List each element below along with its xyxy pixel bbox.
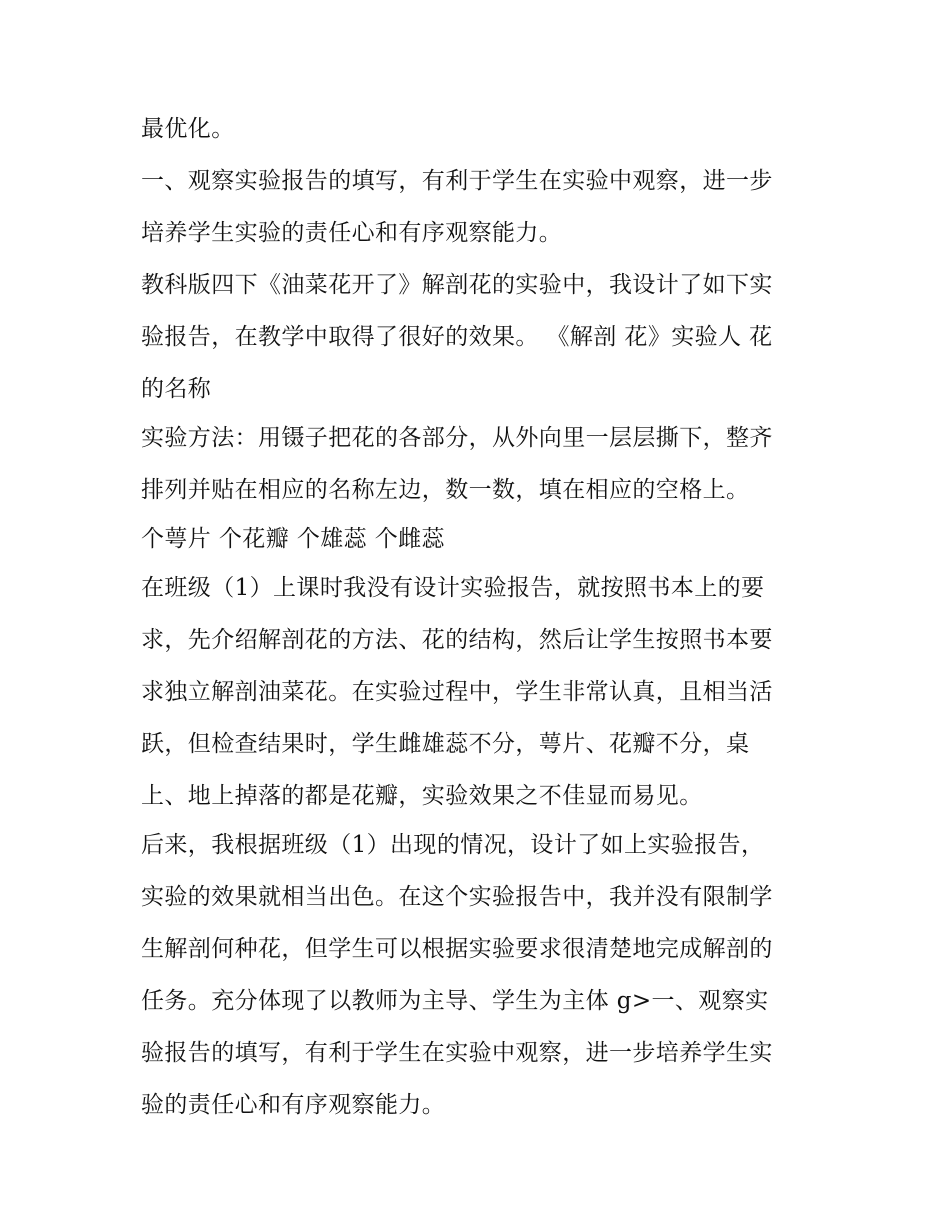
text-line: 个萼片 个花瓣 个雄蕊 个雌蕊	[141, 526, 445, 552]
text-line: 求独立解剖油菜花。在实验过程中，学生非常认真，且相当活	[141, 679, 773, 705]
text-line: 教科版四下《油菜花开了》解剖花的实验中，我设计了如下实	[141, 272, 773, 298]
paragraph-intro-fragment	[141, 108, 821, 160]
text-line: 排列并贴在相应的名称左边，数一数，填在相应的空格上。	[141, 477, 750, 503]
paragraph-class-one	[141, 567, 821, 824]
text-line: 后来，我根据班级（1）出现的情况，设计了如上实验报告，	[141, 832, 765, 858]
paragraph-experiment-context	[141, 264, 821, 417]
paragraph-method	[141, 417, 821, 518]
text-line: 实验的效果就相当出色。在这个实验报告中，我并没有限制学	[141, 884, 773, 910]
text-line: 一、观察实验报告的填写，有利于学生在实验中观察，进一步	[141, 168, 773, 194]
text-line: 生解剖何种花，但学生可以根据实验要求很清楚地完成解剖的	[141, 936, 773, 962]
text-line: 求，先介绍解剖花的方法、花的结构，然后让学生按照书本要	[141, 627, 773, 653]
paragraph-conclusion	[141, 824, 821, 1136]
text-line: 的名称	[141, 376, 212, 402]
text-line: 在班级（1）上课时我没有设计实验报告，就按照书本上的要	[141, 575, 765, 601]
document-body	[141, 108, 821, 1136]
paragraph-section-heading	[141, 160, 821, 264]
text-line: 实验方法：用镊子把花的各部分，从外向里一层层撕下，整齐	[141, 425, 773, 451]
text-line: 验报告的填写，有利于学生在实验中观察，进一步培养学生实	[141, 1040, 773, 1066]
text-line: 最优化。	[141, 116, 235, 142]
text-line: 任务。充分体现了以教师为主导、学生为主体 g>一、观察实	[141, 988, 769, 1014]
text-line: 验的责任心和有序观察能力。	[141, 1092, 446, 1118]
paragraph-report-fields	[141, 518, 821, 567]
text-line: 验报告，在教学中取得了很好的效果。 《解剖 花》实验人 花	[141, 324, 773, 350]
text-line: 上、地上掉落的都是花瓣，实验效果之不佳显而易见。	[141, 783, 703, 809]
text-line: 培养学生实验的责任心和有序观察能力。	[141, 220, 563, 246]
text-line: 跃，但检查结果时，学生雌雄蕊不分，萼片、花瓣不分，桌	[141, 731, 750, 757]
